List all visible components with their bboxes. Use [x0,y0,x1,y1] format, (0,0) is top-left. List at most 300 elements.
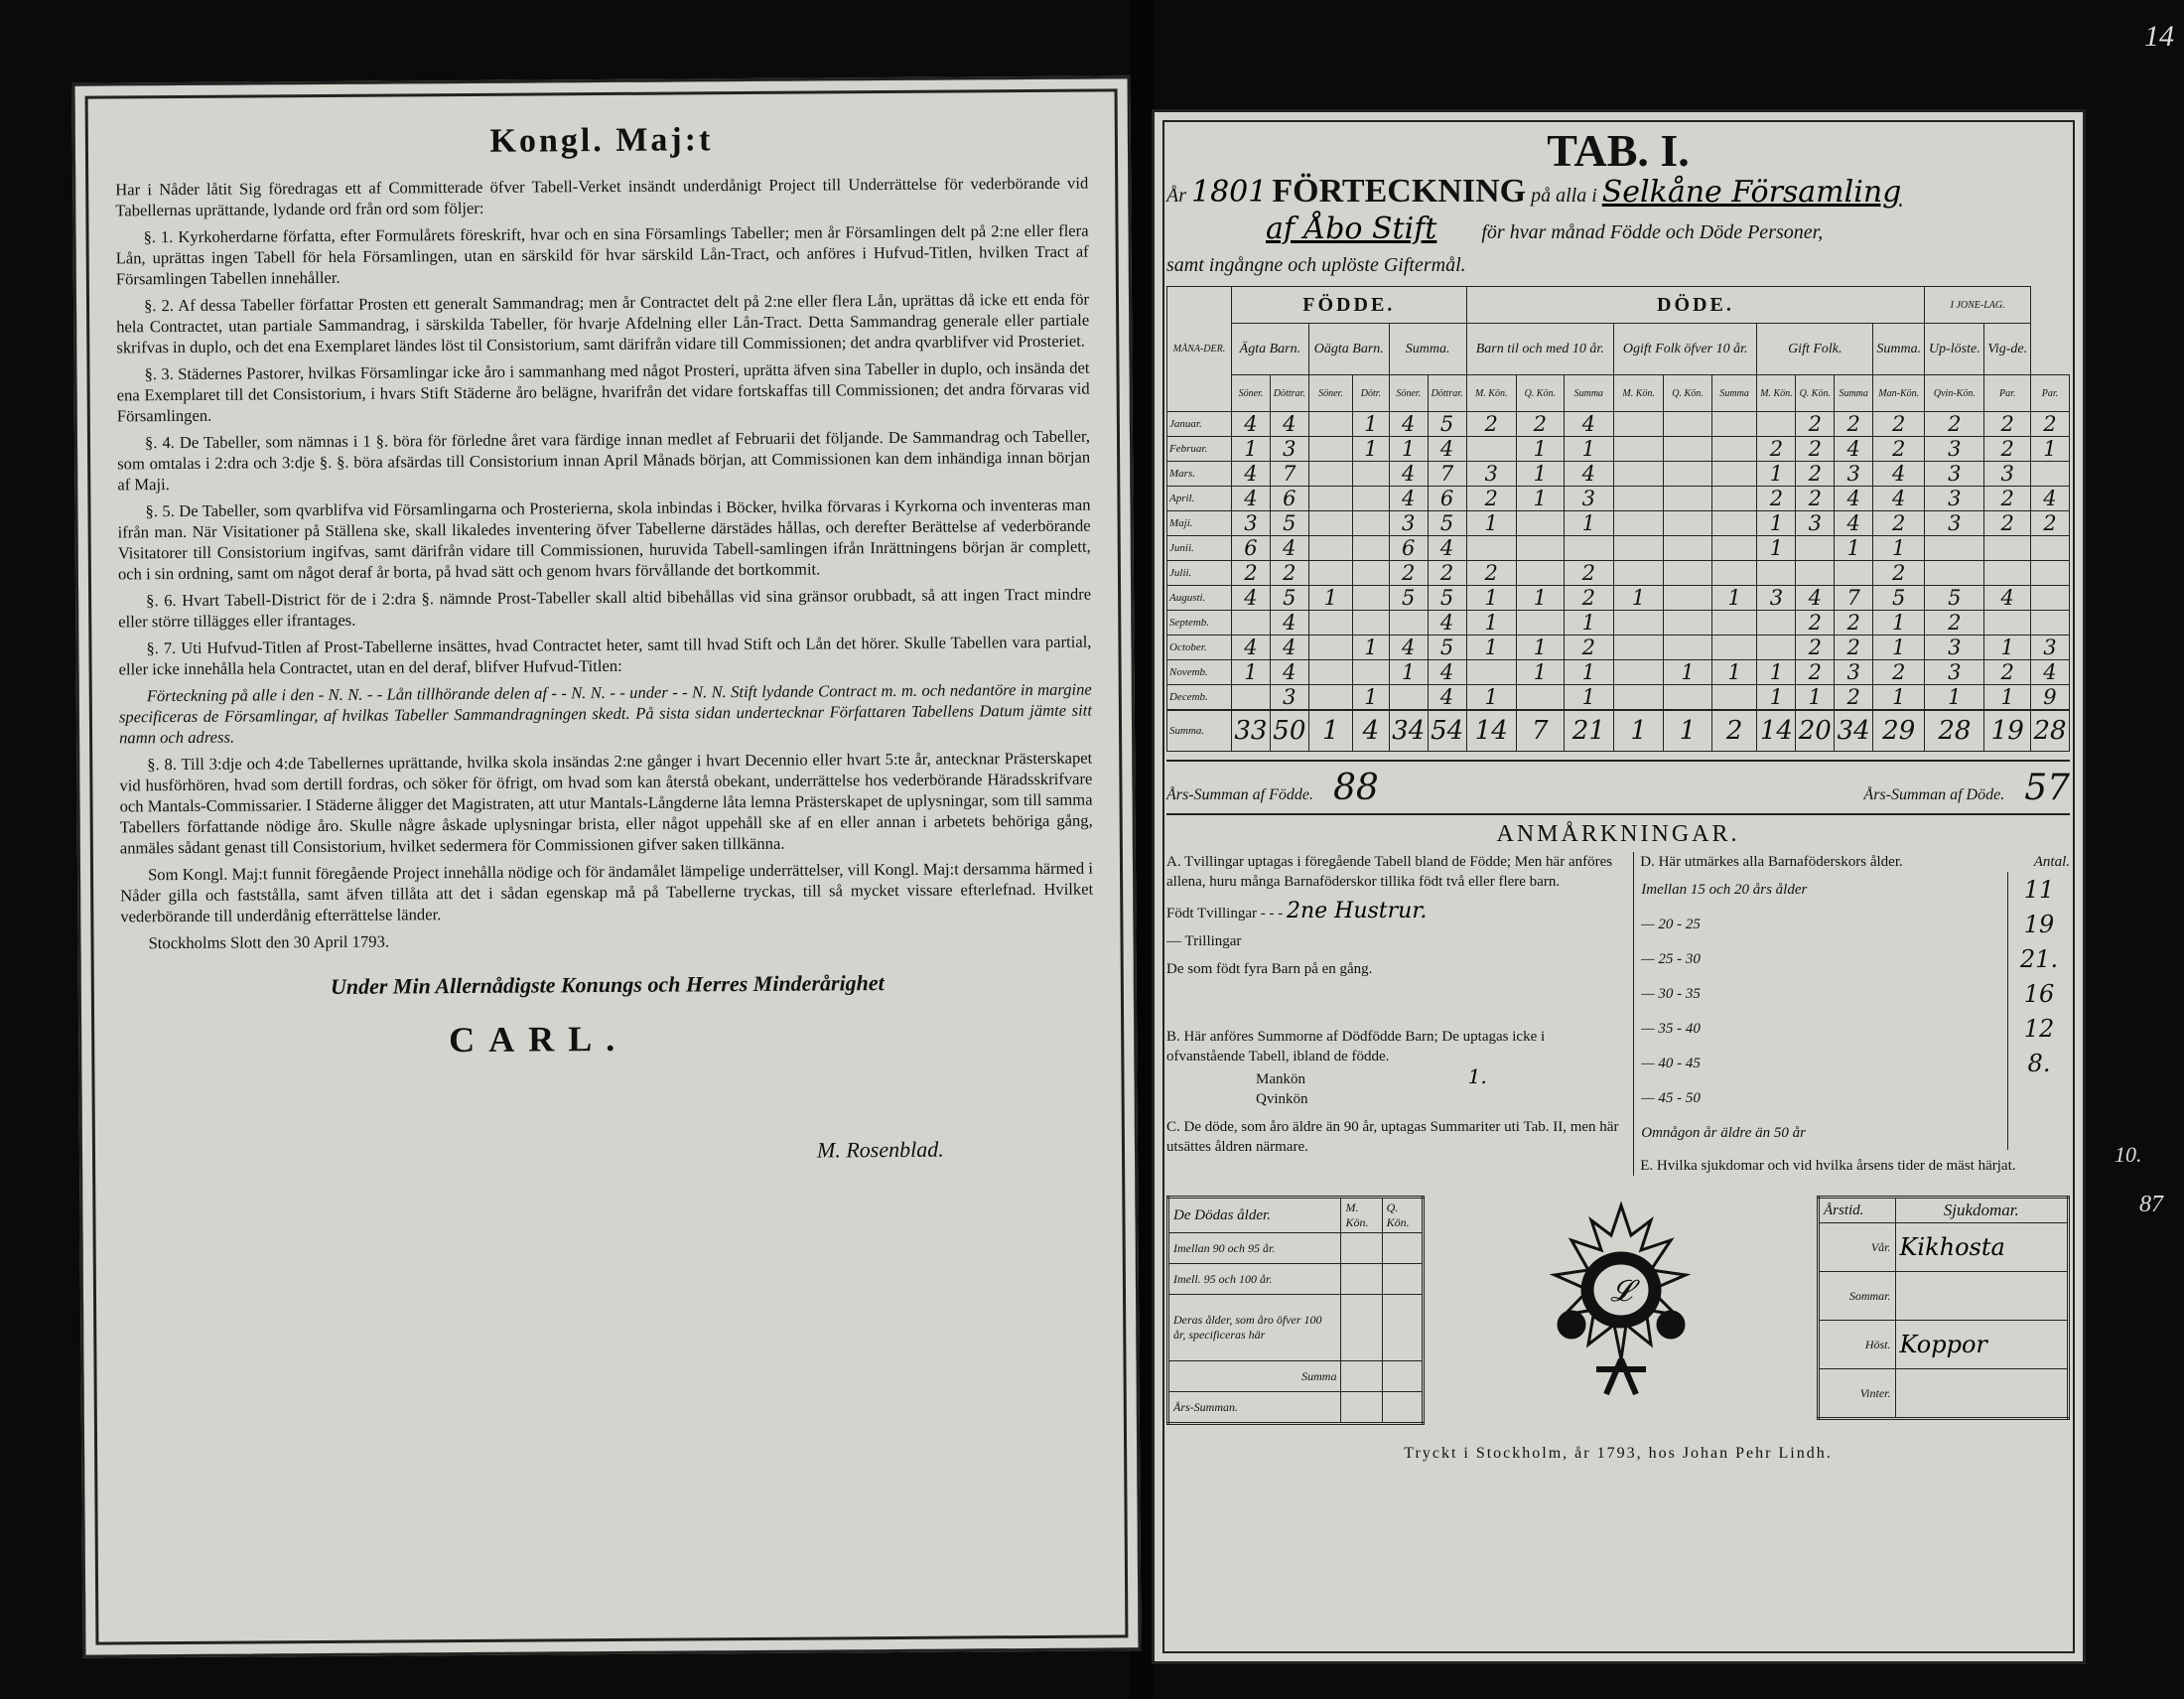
value-cell [1796,561,1835,586]
value-cell: 4 [1270,636,1308,660]
value-cell: 3 [1835,462,1873,487]
value-cell [1466,660,1516,685]
value-cell [1614,462,1664,487]
value-cell: 4 [1873,487,1925,511]
value-cell: 2 [1466,487,1516,511]
left-page-decree [71,75,1141,1657]
value-cell: 4 [2030,660,2069,685]
value-cell: 2 [1564,586,1613,611]
table-row [1167,437,2070,462]
col-header-ogift: Ogift Folk öfver 10 år. [1614,324,1757,375]
year-total-dead: 57 [2024,767,2070,808]
sum-cell: 21 [1564,710,1613,752]
value-cell: 1 [1711,660,1757,685]
svg-text:𝓛: 𝓛 [1609,1274,1632,1309]
value-cell: 4 [1232,636,1271,660]
sub-header: Söner. [1308,375,1352,412]
value-cell [1466,437,1516,462]
month-cell: October. [1167,636,1232,660]
value-cell: 6 [1389,536,1428,561]
col-header-uploste: Up-löste. [1925,324,1984,375]
month-cell: Septemb. [1167,611,1232,636]
value-cell: 3 [1925,462,1984,487]
margin-note: 87 [2139,1192,2163,1217]
table-row [1167,462,2070,487]
old-age-sum-label: Summa [1168,1361,1341,1392]
value-cell [1664,685,1712,711]
value-cell [1796,536,1835,561]
value-cell: 4 [1389,462,1428,487]
value-cell: 3 [1835,660,1873,685]
value-cell [1984,536,2031,561]
value-cell: 2 [1232,561,1271,586]
value-cell: 1 [1711,586,1757,611]
remarks-title: ANMÅRKNINGAR. [1496,821,1740,847]
value-cell: 3 [1564,487,1613,511]
value-cell: 1 [1873,536,1925,561]
value-cell [1925,536,1984,561]
value-cell: 3 [1984,462,2031,487]
triplets-label: — Trillingar [1166,933,1242,949]
value-cell: 1 [1516,437,1564,462]
heading-text-3: samt ingångne och uplöste Giftermål. [1166,254,1466,276]
value-cell: 1 [1516,487,1564,511]
value-cell: 4 [1428,437,1466,462]
value-cell: 3 [1925,636,1984,660]
value-cell [1711,636,1757,660]
value-cell: 1 [1984,685,2031,711]
year-total-dead-label: Års-Summan af Döde. [1863,785,2005,803]
royal-emblem [1527,1196,1715,1404]
age-range: — 25 - 30 [1641,950,1701,967]
value-cell: 2 [1984,412,2031,437]
value-cell [1664,636,1712,660]
page-number-mark: 14 [2144,20,2174,53]
value-cell: 2 [1873,437,1925,462]
value-cell: 2 [1835,611,1873,636]
value-cell [1308,536,1352,561]
value-cell: 3 [1757,586,1796,611]
value-cell [1308,660,1352,685]
value-cell: 9 [2030,685,2069,711]
value-cell: 4 [2030,487,2069,511]
value-cell: 1 [1389,437,1428,462]
value-cell: 6 [1428,487,1466,511]
value-cell: 1 [1757,511,1796,536]
value-cell [1308,511,1352,536]
value-cell [1516,536,1564,561]
value-cell: 5 [1428,586,1466,611]
value-cell: 4 [1232,412,1271,437]
value-cell [1353,660,1390,685]
group-header-fodde: FÖDDE. [1232,287,1467,324]
value-cell [1308,561,1352,586]
births-deaths-table [1166,286,2070,752]
value-cell: 2 [1796,660,1835,685]
right-page-table [1152,109,2086,1664]
sum-cell: 14 [1466,710,1516,752]
value-cell [1614,511,1664,536]
value-cell: 4 [1389,487,1428,511]
sum-cell: 28 [2030,710,2069,752]
old-age-year-sum-label: Års-Summan. [1168,1392,1341,1424]
value-cell [1308,487,1352,511]
value-cell: 1 [1757,462,1796,487]
value-cell [1353,586,1390,611]
value-cell [1308,636,1352,660]
month-cell: Novemb. [1167,660,1232,685]
remarks-section [1166,852,2070,1176]
value-cell: 1 [1564,685,1613,711]
value-cell [1711,685,1757,711]
value-cell [1664,561,1712,586]
decree-title: Kongl. Maj:t [489,121,714,160]
value-cell [1664,412,1712,437]
value-cell [1664,511,1712,536]
sum-cell: 14 [1757,710,1796,752]
sum-cell: 1 [1614,710,1664,752]
season-spring: Vår. [1819,1223,1896,1272]
value-cell: 4 [1564,412,1613,437]
month-cell: Februar. [1167,437,1232,462]
table-row [1167,660,2070,685]
mother-age-table [1640,872,2070,1150]
paragraph-approval: Som Kongl. Maj:t funnit föregående Project innehålla nödige och för ändamålet lämpelige underrättelser, vill Kongl. Maj:t dersamma härmed i Nåder gilla och faststålla, samt äfven tillåta att det i sådan egenskap må på Tabellerne tryckas, till så mycket vissare efterlefnad. Hvilket vederbörande till underdånig efterrättelse länder. [120,858,1094,926]
age-row [1640,907,2070,941]
age-row [1640,976,2070,1011]
value-cell: 3 [1270,685,1308,711]
stillborn-male-label: Mankön [1256,1071,1305,1087]
year-total-born: 88 [1332,767,1379,808]
season-winter: Vinter. [1819,1369,1896,1419]
value-cell [1353,462,1390,487]
age-range: — 30 - 35 [1641,985,1701,1002]
value-cell: 3 [1796,511,1835,536]
month-cell: Junii. [1167,536,1232,561]
col-header-barn: Barn til och med 10 år. [1466,324,1613,375]
paragraph-2: §. 2. Af dessa Tabeller författar Prosten ett generalt Sammandrag; men år Contractet delt på 2:ne eller flera Lån, uprättas då icke ett enda för hela Contractet, utan partiale Sammandrag, i särskilda Tabeller, för hvarje Afdelning eller Lån-Tract. Detta Sammandrag generale eller partiale skrifvas in duplo, och det ena Exemplaret ländes löst til Consistorium, samt därifrån vidare till Commissionen; det andra qvarblifver vid Prosteriet. [116,289,1090,357]
value-cell: 2 [1984,660,2031,685]
value-cell: 1 [1516,462,1564,487]
heading-text: på alla i [1531,185,1597,207]
value-cell: 2 [1466,561,1516,586]
age-range: Omnågon år äldre än 50 år [1641,1124,1806,1141]
value-cell: 2 [1873,511,1925,536]
value-cell: 2 [1925,611,1984,636]
year-label: År [1166,185,1186,207]
value-cell: 4 [1270,412,1308,437]
age-row [1640,1011,2070,1046]
decree-intro: Har i Nåder låtit Sig föredragas ett af Committerade öfver Tabell-Verket insändt underdånigt Project till Underrättelse för vederbörande vid Tabellernas uprättande, lydande ord från ord som följer: [115,173,1089,220]
quads-label: De som födt fyra Barn på en gång. [1166,961,1373,977]
value-cell: 4 [1428,536,1466,561]
sum-cell: 54 [1428,710,1466,752]
sum-cell: 1 [1308,710,1352,752]
table-row [1167,636,2070,660]
value-cell: 1 [1835,536,1873,561]
value-cell: 1 [1353,437,1390,462]
age-count [2008,1080,2071,1115]
old-age-row: Deras ålder, som åro öfver 100 år, specificeras här [1168,1295,1341,1361]
value-cell: 4 [1873,462,1925,487]
col-header-vigde: Vig-de. [1984,324,2031,375]
sub-header: Q. Kön. [1516,375,1564,412]
value-cell [1614,611,1664,636]
value-cell: 5 [1428,636,1466,660]
value-cell: 5 [1925,586,1984,611]
value-cell: 3 [1232,511,1271,536]
age-range: — 45 - 50 [1641,1089,1701,1106]
value-cell: 5 [1270,586,1308,611]
paragraph-7-format: Förteckning på alle i den - N. N. - - Lån tillhörande delen af - - N. N. - - under - - N. N. Stift lydande Contract m. m. och nedantöre in margine specificeras de Församlingar, af hvilkas Tabeller Sammandragningen skedt. På sista sidan undertecknar Författaren Tabellens Datum jämte sitt namn och adress. [118,679,1092,748]
value-cell: 1 [1232,437,1271,462]
value-cell: 1 [1757,536,1796,561]
value-cell [1614,437,1664,462]
old-age-female-header: Q. Kön. [1382,1198,1423,1233]
value-cell: 3 [1925,437,1984,462]
value-cell [1664,487,1712,511]
sub-header: Q. Kön. [1664,375,1712,412]
value-cell: 5 [1270,511,1308,536]
value-cell: 1 [1873,685,1925,711]
value-cell [1308,437,1352,462]
value-cell [1389,685,1428,711]
value-cell: 1 [1516,636,1564,660]
value-cell: 2 [1835,685,1873,711]
value-cell: 2 [1270,561,1308,586]
value-cell: 2 [1873,412,1925,437]
value-cell: 1 [1353,636,1390,660]
group-header-dode: DÖDE. [1466,287,1925,324]
value-cell: 2 [1984,487,2031,511]
table-row [1167,536,2070,561]
value-cell: 1 [1516,660,1564,685]
paragraph-8: §. 8. Till 3:dje och 4:de Tabellernes uprättande, hvilka skola insändas 2:ne gånger i hvart Decennio eller hvart 5:te år, antecknar Prästerskapet vid husförhören, hvad som dertill fordras, och söker för öfrigt, om hvad som kan återstå obekant, underrättelse hos vederbörande Häradsskrifvare och Mantals-Commissarier. I Städerne åligger det Magistraten, att utur Mantals-Långderne låta lemna Prästerskapet de uplysningar, som till samma Tabellers författande nödige åro. Skulle någre åskade uplysningar brista, eller något uppehåll ske af en eller annan i arbetets behöriga gång, anmäles sådant genast till Consistorium, hvilket sedermera för Commissionen gifver saken tillkänna. [119,748,1093,858]
value-cell: 3 [1270,437,1308,462]
value-cell [1664,536,1712,561]
remark-b: B. Här anföres Summorne af Dödfödde Barn; De uptagas icke i ofvanstående Tabell, ibland de födde. [1166,1029,1546,1064]
value-cell: 5 [1389,586,1428,611]
value-cell: 1 [1564,437,1613,462]
value-cell [1614,685,1664,711]
value-cell [1664,462,1712,487]
value-cell: 1 [1564,611,1613,636]
value-cell [1353,536,1390,561]
value-cell: 2 [1984,511,2031,536]
paragraph-6: §. 6. Hvart Tabell-District för de i 2:dra §. nämnde Prost-Tabeller skall altid bibehållas vid sina gränsor orubbadt, så att ingen Tract mindre eller större tillägges eller ifrantages. [118,584,1092,632]
sum-cell: 28 [1925,710,1984,752]
value-cell [1614,536,1664,561]
sum-cell: 7 [1516,710,1564,752]
value-cell [1757,611,1796,636]
value-cell: 1 [1564,660,1613,685]
sub-header: M. Kön. [1614,375,1664,412]
age-range: — 20 - 25 [1641,916,1701,932]
sub-header: Summa [1711,375,1757,412]
stillborn-male-value: 1. [1467,1064,1487,1088]
age-row [1640,872,2070,907]
year-value: 1801 [1191,175,1268,210]
value-cell: 2 [1873,660,1925,685]
paragraph-4: §. 4. De Tabeller, som nämnas i 1 §. böra för förledne året vara färdige innan medlet af Februarii det följande. De Sammandrag och Tabeller, som omtalas i 2:dra och 3:dje §. §. böra afsärdas till Consistorium innan April Månads början, att Commissionen kan dem inhändiga innan början af Maji. [117,426,1091,495]
value-cell: 2 [1835,636,1873,660]
value-cell: 2 [1428,561,1466,586]
sub-header: Qvin-Kön. [1925,375,1984,412]
month-cell: April. [1167,487,1232,511]
value-cell: 1 [1466,685,1516,711]
value-cell [1757,636,1796,660]
value-cell [2030,611,2069,636]
margin-note: 10. [2115,1142,2142,1167]
old-age-male-header: M. Kön. [1341,1198,1382,1233]
value-cell: 1 [1564,511,1613,536]
value-cell [1308,611,1352,636]
bottom-section [1166,1196,2070,1425]
table-row [1167,611,2070,636]
value-cell: 4 [1984,586,2031,611]
sub-header: Summa [1564,375,1613,412]
age-range: — 40 - 45 [1641,1055,1701,1071]
value-cell [1564,536,1613,561]
age-count: 12 [2008,1011,2071,1046]
old-age-deaths-table [1166,1196,1425,1425]
value-cell [2030,536,2069,561]
col-header-summa-dode: Summa. [1873,324,1925,375]
sub-header: Söner. [1232,375,1271,412]
age-row [1640,1115,2070,1150]
season-summer: Sommar. [1819,1272,1896,1321]
value-cell: 2 [2030,412,2069,437]
value-cell: 7 [1270,462,1308,487]
autumn-disease: Koppor [1895,1321,2069,1369]
form-heading [1166,173,2070,286]
value-cell [1711,462,1757,487]
sum-cell: 19 [1984,710,2031,752]
value-cell [1614,412,1664,437]
value-cell [1389,611,1428,636]
value-cell [1516,561,1564,586]
value-cell: 2 [1984,437,2031,462]
value-cell: 2 [1796,611,1835,636]
remark-e: E. Hvilka sjukdomar och vid hvilka årsens tider de mäst härjat. [1640,1158,2016,1174]
value-cell [1711,412,1757,437]
remark-a: A. Tvillingar uptagas i föregående Tabell bland de Födde; Men här anföres allena, huru många Barnaföderskor tillika födt två eller flere barn. [1166,854,1613,890]
value-cell [1614,660,1664,685]
sum-cell: 34 [1389,710,1428,752]
value-cell [1664,611,1712,636]
value-cell: 1 [1664,660,1712,685]
value-cell [2030,462,2069,487]
table-row [1167,412,2070,437]
value-cell: 1 [1353,412,1390,437]
value-cell [1353,487,1390,511]
stillborn-female-label: Qvinkön [1256,1091,1308,1107]
printer-imprint: Tryckt i Stockholm, år 1793, hos Johan Pehr Lindh. [1404,1445,1833,1462]
value-cell: 3 [2030,636,2069,660]
value-cell: 3 [1925,511,1984,536]
month-cell: Januar. [1167,412,1232,437]
remarks-right [1634,852,2070,1176]
value-cell [1984,561,2031,586]
value-cell: 4 [1796,586,1835,611]
value-cell: 1 [1232,660,1271,685]
value-cell: 1 [1984,636,2031,660]
table-number: TAB. I. [1547,125,1690,176]
diseases-table [1817,1196,2070,1420]
age-range: Imellan 15 och 20 års ålder [1641,881,1808,898]
value-cell: 1 [1466,586,1516,611]
paragraph-3: §. 3. Städernes Pastorer, hvilkas Församlingar icke åro i sammanhang med något Prosteri, uprätta äfven sina Tabeller in duplo, och insända det ena Exemplaret till det Consistorium, i hvars Stift Städerne åro belägne, hvarifrån det vidare fortskaffas till Commissionen; det andra förvaras vid Församlingen. [116,357,1090,426]
sub-header: Summa [1835,375,1873,412]
value-cell: 2 [1516,412,1564,437]
value-cell: 4 [1389,412,1428,437]
value-cell: 3 [1925,487,1984,511]
value-cell: 6 [1232,536,1271,561]
year-totals [1166,760,2070,815]
col-header-month: MÅNA-DER. [1167,287,1232,412]
value-cell: 2 [1796,462,1835,487]
value-cell [1308,462,1352,487]
twins-value: 2ne Hustrur. [1286,899,1428,923]
heading-text-2: för hvar månad Födde och Döde Personer, [1481,221,1824,243]
group-header-jonelag: I JONE-LAG. [1925,287,2031,324]
sub-header: Söner. [1389,375,1428,412]
decree-date: Stockholms Slott den 30 April 1793. [148,931,390,953]
paragraph-1: §. 1. Kyrkoherdarne författa, efter Formulårets föreskrift, hvar och en sina Församlings Tabeller; men år Församlingen delt på 2:ne eller flera Lån, uprättas ingen Tabell för hela Församlingen, utan en särskild för hvar särskild Lån-Tract, och anföres i Hufvud-Titlen, hvilken Tract af Församlingen Tabellen innehåller. [115,220,1089,289]
twins-label: Födt Tvillingar [1166,906,1257,921]
sum-row [1167,710,2070,752]
value-cell [1925,561,1984,586]
signature-carl: CARL. [449,1018,629,1061]
value-cell: 1 [1614,586,1664,611]
value-cell: 4 [1564,462,1613,487]
value-cell [2030,561,2069,586]
col-header-summa: Summa. [1389,324,1466,375]
age-count [2008,1115,2071,1150]
sum-cell: 34 [1835,710,1873,752]
sub-header: M. Kön. [1757,375,1796,412]
value-cell [1984,611,2031,636]
value-cell [1308,685,1352,711]
remarks-left: A. Tvillingar uptagas i föregående Tabell bland de Födde; Men här anföres allena, huru många Barnaföderskor tillika födt två eller flere barn. Födt Tvillingar - - - 2ne Hustrur. — Trillingar De som födt fyra Barn på en gång. B. Här anföres Summorne af Dödfödde Barn; De uptagas icke i ofvanstående Tabell, ibland de födde. Mankön 1. Qvinkön C. De döde, som åro äldre än 90 år, uptagas Summariter uti Tab. II, men här utsättes åldren närmare. [1166,852,1634,1176]
year-total-born-label: Års-Summan af Födde. [1166,785,1313,803]
value-cell: 7 [1835,586,1873,611]
value-cell: 4 [1270,660,1308,685]
sum-cell: 50 [1270,710,1308,752]
disease-header: Sjukdomar. [1895,1198,2069,1223]
value-cell: 4 [1270,536,1308,561]
value-cell: 2 [1757,437,1796,462]
value-cell: 2 [1466,412,1516,437]
paragraph-7: §. 7. Uti Hufvud-Titlen af Prost-Tabellerne insättes, hvad Contractet heter, samt till hvad Stift och Lån det hörer. Skulle Tabellen vara partial, eller icke innehålla hela Contractet, utan en del deraf, blifver Hufvud-Titlen: [118,632,1092,679]
value-cell [1353,561,1390,586]
value-cell: 4 [1428,660,1466,685]
sub-header: Par. [2030,375,2069,412]
value-cell [1835,561,1873,586]
value-cell [1614,636,1664,660]
value-cell [2030,586,2069,611]
signature-rosenblad: M. Rosenblad. [816,1136,944,1163]
value-cell: 1 [1873,636,1925,660]
value-cell [1614,487,1664,511]
remark-d: D. Här utmärkes alla Barnaföderskors ålder. [1640,854,1903,870]
value-cell: 3 [1466,462,1516,487]
month-cell: Mars. [1167,462,1232,487]
table-row [1167,685,2070,711]
value-cell [1711,511,1757,536]
value-cell [1232,611,1271,636]
value-cell: 2 [1564,636,1613,660]
